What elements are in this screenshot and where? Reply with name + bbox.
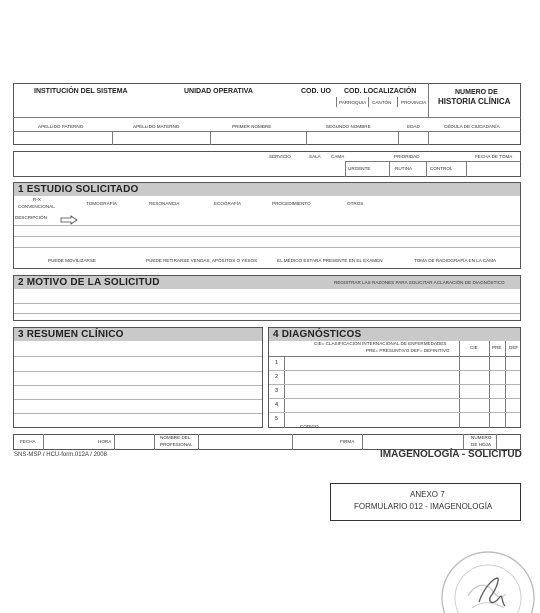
vendas-label: PUEDE RETIRARSE VENDAS, APÓSITOS O YESOS (146, 258, 258, 263)
arrow-right-icon (60, 212, 78, 222)
firma-label: FIRMA (340, 439, 355, 444)
divider (426, 161, 427, 177)
divider (466, 161, 467, 177)
servicio-label: SERVICIO (269, 154, 291, 159)
institucion-label: INSTITUCIÓN DEL SISTEMA (34, 88, 128, 95)
divider (13, 131, 521, 132)
control-label: CONTROL (430, 166, 453, 171)
apellido-paterno-label: APELLIDO PATERNO (38, 124, 84, 129)
table-row-line (269, 412, 520, 413)
sala-label: SALA (309, 154, 321, 159)
table-row-line (269, 370, 520, 371)
otros-label: OTROS (347, 201, 364, 206)
nombre-label: NOMBRE DEL (160, 435, 191, 440)
de-hoja-label: DE HOJA (471, 442, 491, 447)
cama-label: CAMA (331, 154, 345, 159)
cedula-label: CÉDULA DE CIUDADANÍA (444, 124, 500, 129)
col-cie: CIE (470, 345, 478, 350)
row-number: 2 (275, 374, 279, 380)
divider (345, 161, 346, 177)
divider (114, 434, 115, 450)
medico-presente-label: EL MÉDICO ESTARÁ PRESENTE EN EL EXAMEN (277, 258, 383, 263)
divider (496, 434, 497, 450)
divider (112, 131, 113, 145)
write-line (14, 247, 520, 248)
cod-uo-label: COD. UO (301, 88, 331, 95)
write-line (14, 356, 262, 357)
write-line (14, 236, 520, 237)
divider (336, 97, 337, 107)
divider (43, 434, 44, 450)
col-pre: PRE (492, 345, 502, 350)
movilizarse-label: PUEDE MOVILIZARSE (48, 258, 96, 263)
divider (398, 131, 399, 145)
procedimiento-label: PROCEDIMIENTO (272, 201, 311, 206)
cod-loc-label: COD. LOCALIZACIÓN (344, 88, 417, 95)
write-line (14, 413, 262, 414)
service-box (13, 151, 521, 177)
apellido-materno-label: APELLIDO MATERNO (133, 124, 180, 129)
section-1-title: 1 ESTUDIO SOLICITADO (18, 184, 139, 195)
annex-subtitle: FORMULARIO 012 - IMAGENOLOGÍA (354, 502, 493, 511)
hora-label: HORA (98, 439, 112, 444)
urgente-label: URGENTE (348, 166, 371, 171)
form-title: IMAGENOLOGÍA - SOLICITUD (380, 449, 522, 460)
descripcion-label: DESCRIPCIÓN (15, 215, 47, 220)
col-def: DEF (509, 345, 519, 350)
resonancia-label: RESONANCIA (149, 201, 180, 206)
canton-label: CANTÓN (372, 100, 392, 105)
toma-cama-label: TOMA DE RADIOGRAFÍA EN LA CAMA (414, 258, 497, 263)
convencional-label: CONVENCIONAL (18, 204, 55, 209)
divider (397, 97, 398, 107)
divider (292, 434, 293, 450)
divider (269, 356, 520, 357)
write-line (14, 399, 262, 400)
divider (13, 117, 521, 118)
footer-box (13, 434, 521, 450)
provincia-label: PROVINCIA (401, 100, 427, 105)
motivo-note: REGISTRAR LAS RAZONES PARA SOLICITAR ACLARACIÓN DE DIAGNÓSTICO (334, 280, 505, 285)
ecografia-label: ECOGRAFÍA (214, 201, 242, 206)
divider (154, 434, 155, 450)
annex-title: ANEXO 7 (410, 490, 445, 499)
segundo-nombre-label: SEGUNDO NOMBRE (326, 124, 371, 129)
divider (198, 434, 199, 450)
divider (428, 131, 429, 145)
divider (345, 161, 521, 162)
write-line (14, 225, 520, 226)
parroquia-label: PARROQUIA (339, 100, 367, 105)
section-4-title: 4 DIAGNÓSTICOS (273, 329, 362, 340)
row-number: 4 (275, 402, 279, 408)
fecha-label: FECHA (20, 439, 36, 444)
numero-de-label: NUMERO DE (455, 89, 498, 96)
row-number: 3 (275, 388, 279, 394)
signature-icon (473, 572, 513, 612)
table-row-line (269, 384, 520, 385)
table-row-line (269, 398, 520, 399)
historia-clinica-label: HISTORIA CLÍNICA (438, 97, 511, 106)
write-line (14, 385, 262, 386)
unidad-label: UNIDAD OPERATIVA (184, 88, 253, 95)
rx-label: R-X (33, 197, 41, 202)
pre-def-note: PRE= PRESUNTIVO DEF= DEFINITIVO (366, 348, 450, 353)
write-line (14, 371, 262, 372)
write-line (14, 313, 520, 314)
divider (284, 356, 285, 428)
form-code: SNS-MSP / HCU-form.012A / 2008 (14, 452, 107, 458)
divider (362, 434, 363, 450)
codigo-label: CODIGO (300, 424, 319, 429)
fecha-toma-label: FECHA DE TOMA (475, 154, 513, 159)
divider (463, 434, 464, 450)
divider (389, 161, 390, 177)
row-number: 5 (275, 416, 279, 422)
edad-label: EDAD (407, 124, 420, 129)
primer-nombre-label: PRIMER NOMBRE (232, 124, 272, 129)
section-2-title: 2 MOTIVO DE LA SOLICITUD (18, 277, 160, 288)
profesional-label: PROFESIONAL (160, 442, 193, 447)
numero-label: NUMERO (471, 435, 492, 440)
section-3-title: 3 RESUMEN CLÍNICO (18, 329, 124, 340)
rutina-label: RUTINA (395, 166, 413, 171)
prioridad-label: PRIORIDAD (394, 154, 420, 159)
divider (210, 131, 211, 145)
divider (428, 83, 429, 117)
cie-note: CIE= CLASIFICACIÓN INTERNACIONAL DE ENFERMEDADES (314, 341, 447, 346)
row-number: 1 (275, 360, 279, 366)
write-line (14, 303, 520, 304)
divider (306, 131, 307, 145)
divider (368, 97, 369, 107)
tomografia-label: TOMOGRAFÍA (86, 201, 117, 206)
